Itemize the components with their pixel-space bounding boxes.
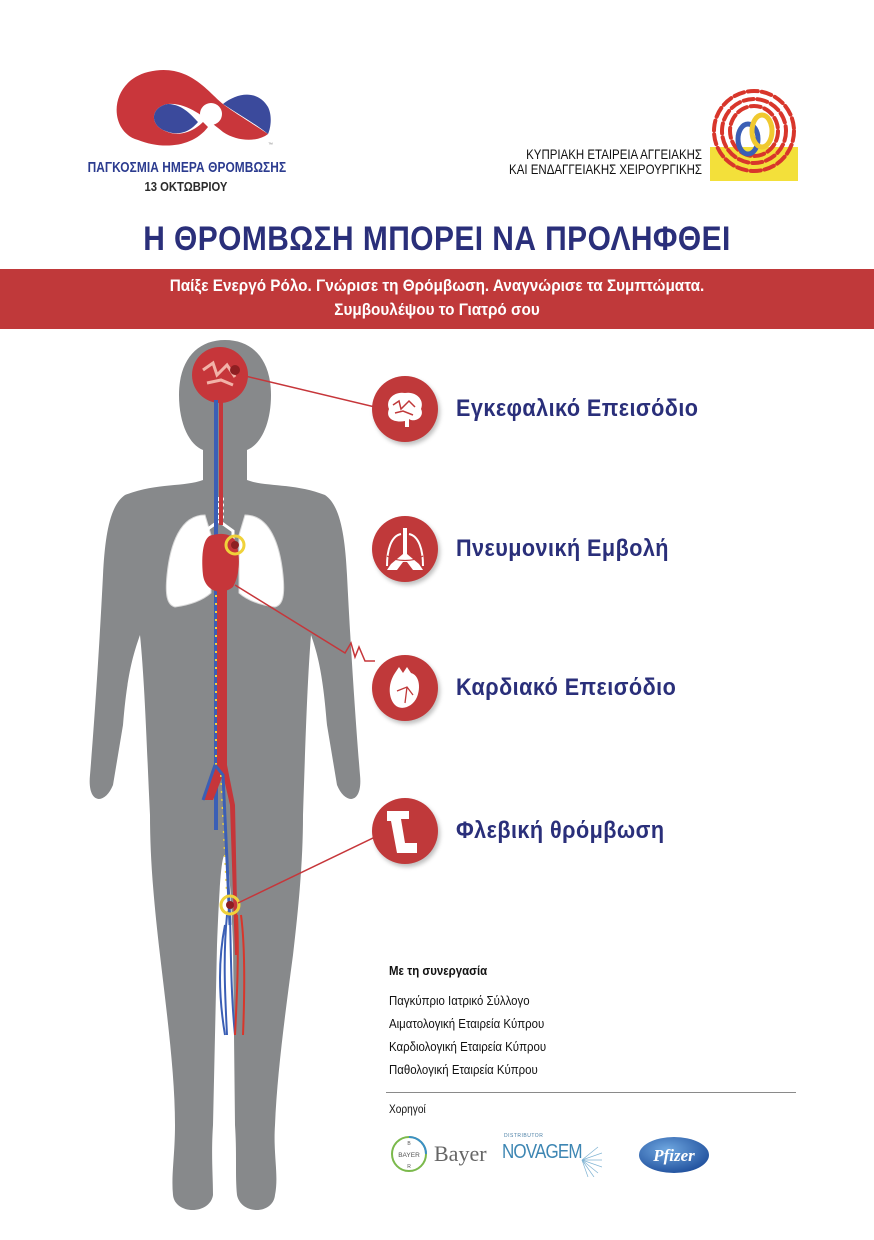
partners-heading: Με τη συνεργασία xyxy=(389,963,488,978)
svg-text:B: B xyxy=(407,1141,411,1147)
leg-icon xyxy=(372,798,438,864)
svg-text:R: R xyxy=(407,1164,411,1170)
slogan-line1: Παίξε Ενεργό Ρόλο. Γνώρισε τη Θρόμβωση. Αναγνώρισε τα Συμπτώματα. xyxy=(169,276,705,295)
svg-text:BAYER: BAYER xyxy=(398,1152,420,1159)
svg-text:Pfizer: Pfizer xyxy=(653,1146,695,1165)
heart-icon xyxy=(372,655,438,721)
slogan-banner xyxy=(0,269,874,329)
condition-label: Πνευμονική Εμβολή xyxy=(456,535,669,562)
human-body-illustration xyxy=(75,335,375,1235)
bayer-wordmark: Bayer xyxy=(434,1141,487,1166)
condition-pulmonary-embolism xyxy=(372,514,693,584)
condition-stroke xyxy=(372,374,725,444)
slogan-line2: Συμβουλέψου το Γιατρό σου xyxy=(334,300,540,319)
head-brain xyxy=(192,347,248,403)
brain-icon xyxy=(372,376,438,442)
lungs-icon xyxy=(372,516,438,582)
novagem-wordmark: NOVAGEM xyxy=(502,1141,582,1163)
society-name xyxy=(487,147,702,176)
condition-venous-thrombosis xyxy=(372,796,688,866)
novagem-distributor-label: DISTRIBUTOR xyxy=(504,1133,544,1139)
sponsors-heading: Χορηγοί xyxy=(389,1104,426,1116)
novagem-logo xyxy=(502,1133,602,1179)
wtd-date: 13 ΟΚΤΩΒΡΙΟΥ xyxy=(144,180,228,194)
bayer-logo xyxy=(390,1135,487,1173)
society-swirl-logo-icon xyxy=(708,85,800,183)
partner-item: Παγκύπριο Ιατρικό Σύλλογο xyxy=(389,993,530,1008)
condition-label: Εγκεφαλικό Επεισόδιο xyxy=(456,395,699,422)
pfizer-logo xyxy=(638,1135,710,1175)
condition-heart-attack xyxy=(372,653,701,723)
artery-upper xyxy=(219,400,223,525)
society-name-line1: ΚΥΠΡΙΑΚΗ ΕΤΑΙΡΕΙΑ ΑΓΓΕΙΑΚΗΣ xyxy=(526,146,702,162)
condition-label: Φλεβική θρόμβωση xyxy=(456,817,665,844)
bayer-cross-icon xyxy=(390,1135,428,1173)
starburst-icon xyxy=(574,1143,602,1177)
partner-item: Αιματολογική Εταιρεία Κύπρου xyxy=(389,1016,545,1031)
svg-text:™: ™ xyxy=(268,142,273,148)
divider xyxy=(386,1092,796,1093)
wtd-name: ΠΑΓΚΟΣΜΙΑ ΗΜΕΡΑ ΘΡΟΜΒΩΣΗΣ xyxy=(87,160,287,176)
partner-item: Παθολογική Εταιρεία Κύπρου xyxy=(389,1062,538,1077)
partner-item: Καρδιολογική Εταιρεία Κύπρου xyxy=(389,1039,547,1054)
infinity-loop-logo-icon xyxy=(108,62,278,152)
condition-label: Καρδιακό Επεισόδιο xyxy=(456,674,677,701)
page-title: Η ΘΡΟΜΒΩΣΗ ΜΠΟΡΕΙ ΝΑ ΠΡΟΛΗΦΘΕΙ xyxy=(143,220,731,258)
society-name-line2: ΚΑΙ ΕΝΔΑΓΓΕΙΑΚΗΣ ΧΕΙΡΟΥΡΓΙΚΗΣ xyxy=(509,160,702,177)
